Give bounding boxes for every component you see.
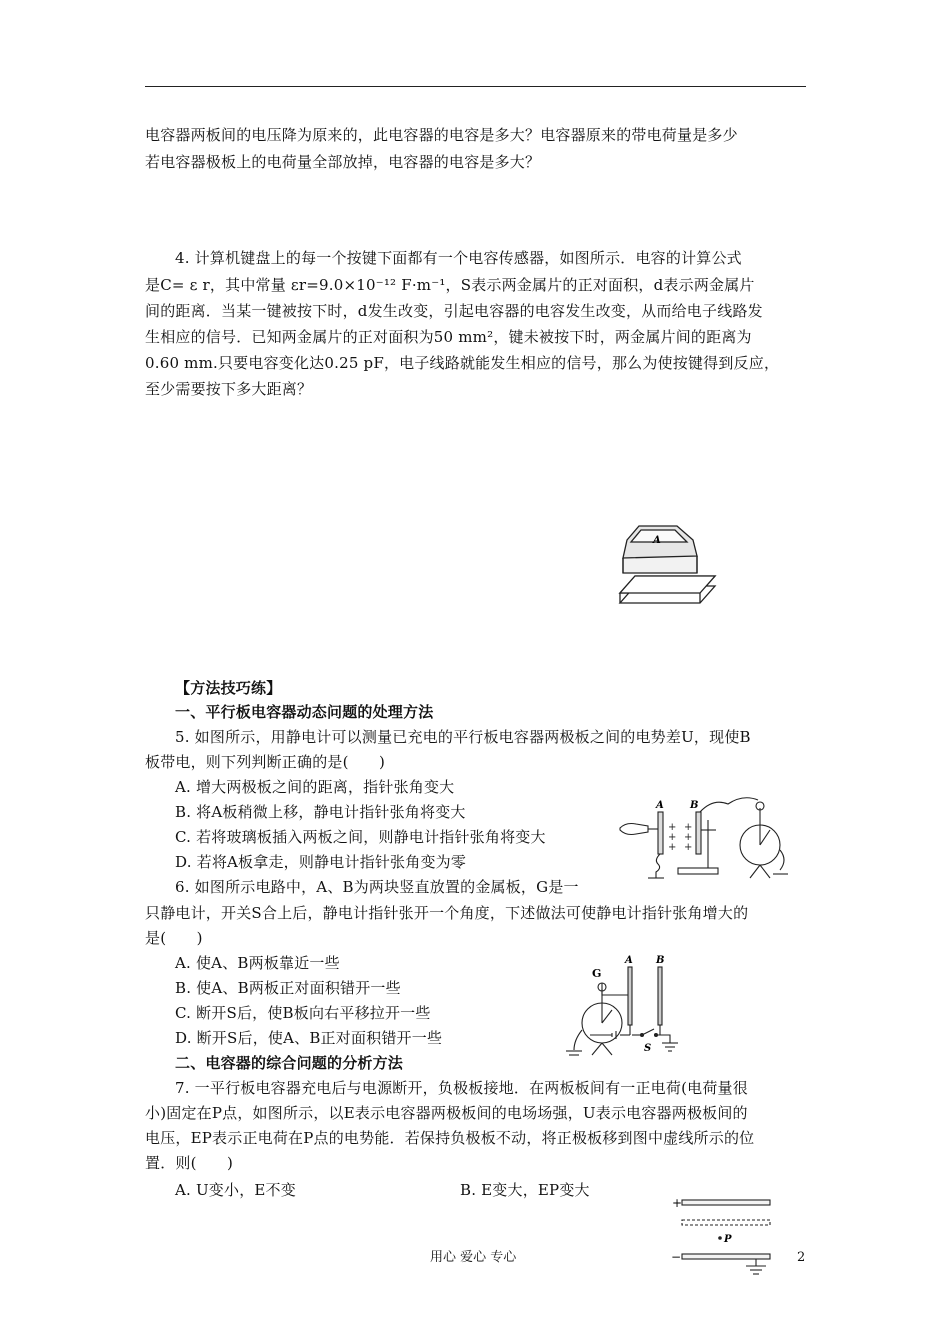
top-line-1: 电容器两板间的电压降为原来的，此电容器的电容是多大？电容器原来的带电荷量是多少 [145,126,738,144]
q7-label-minus: − [671,1250,682,1264]
q5-label-a: A [656,800,664,811]
q5-stem-2: 板带电，则下列判断正确的是( ) [145,753,386,771]
q5-stem-1: 5. 如图所示，用静电计可以测量已充电的平行板电容器两极板之间的电势差U，现使B [175,728,751,746]
svg-text:+: + [684,822,693,833]
section1-heading: 一、平行板电容器动态问题的处理方法 [175,703,434,721]
q7-stem-2: 小)固定在P点，如图所示，以E表示电容器两极板间的电场场强，U表示电容器两极板间的 [145,1104,748,1122]
svg-text:+: + [684,842,693,853]
svg-text:+: + [684,832,693,843]
page-number: 2 [797,1250,806,1265]
section2-heading: 二、电容器的综合问题的分析方法 [175,1054,404,1072]
q6-stem-2: 只静电计，开关S合上后，静电计指针张开一个角度，下述做法可使静电计指针张角增大的 [145,904,749,922]
circuit-figure [560,955,695,1065]
q6-option-c: C. 断开S后，使B板向右平移拉开一些 [175,1004,431,1022]
footer-center: 用心 爱心 专心 [430,1250,517,1265]
svg-text:+: + [668,832,677,843]
header-rule [145,86,806,87]
q4-line-5: 0.60 mm.只要电容变化达0.25 pF，电子线路就能发生相应的信号，那么为使按键得到反应， [145,354,780,372]
q6-label-s: S [644,1043,652,1054]
q4-line-6: 至少需要按下多大距离？ [145,380,313,398]
q6-stem-1: 6. 如图所示电路中，A、B为两块竖直放置的金属板，G是一 [175,878,579,896]
method-heading: 【方法技巧练】 [175,679,282,697]
q7-stem-1: 7. 一平行板电容器充电后与电源断开，负极板接地．在两板板间有一正电荷(电荷量很 [175,1079,748,1097]
q7-option-a: A. U变小，E不变 [175,1181,296,1199]
q5-option-d: D. 若将A板拿走，则静电计指针张角变为零 [175,853,467,871]
q4-line-1: 4. 计算机键盘上的每一个按键下面都有一个电容传感器，如图所示．电容的计算公式 [175,249,742,267]
electrometer-figure [618,790,793,885]
keyboard-key-figure [605,518,715,613]
svg-text:+: + [668,842,677,853]
q6-label-g: G [592,967,602,980]
q4-line-2: 是C= ε r，其中常量 εr=9.0×10⁻¹² F·m⁻¹，S表示两金属片的正对面积，d表示两金属片 [145,276,755,294]
q6-label-b: B [656,955,665,966]
q6-label-a: A [625,955,633,966]
q6-option-a: A. 使A、B两板靠近一些 [175,954,340,972]
q7-stem-4: 置．则( ) [145,1154,234,1172]
q4-line-4: 生相应的信号．已知两金属片的正对面积为50 mm²，键未被按下时，两金属片间的距离为 [145,328,752,346]
top-line-2: 若电容器极板上的电荷量全部放掉，电容器的电容是多大？ [145,153,541,171]
q7-option-b: B. E变大，EP变大 [460,1181,590,1199]
q5-option-c: C. 若将玻璃板插入两板之间，则静电计指针张角将变大 [175,828,546,846]
svg-text:+: + [668,822,677,833]
q6-stem-3: 是( ) [145,929,203,947]
q5-option-a: A. 增大两极板之间的距离，指针张角变大 [175,778,455,796]
q6-option-b: B. 使A、B两板正对面积错开一些 [175,979,401,997]
key-label: A [653,535,661,546]
q7-label-plus: + [672,1196,683,1210]
q5-label-b: B [690,800,699,811]
q4-line-3: 间的距离．当某一键被按下时，d发生改变，引起电容器的电容发生改变，从而给电子线路发 [145,302,763,320]
q5-option-b: B. 将A板稍微上移，静电计指针张角将变大 [175,803,466,821]
q7-stem-3: 电压，EP表示正电荷在P点的电势能．若保持负极板不动，将正极板移到图中虚线所示的位 [145,1129,755,1147]
q6-option-d: D. 断开S后，使A、B正对面积错开一些 [175,1029,443,1047]
q7-label-p: P [724,1234,732,1245]
capacitor-figure [668,1192,778,1282]
